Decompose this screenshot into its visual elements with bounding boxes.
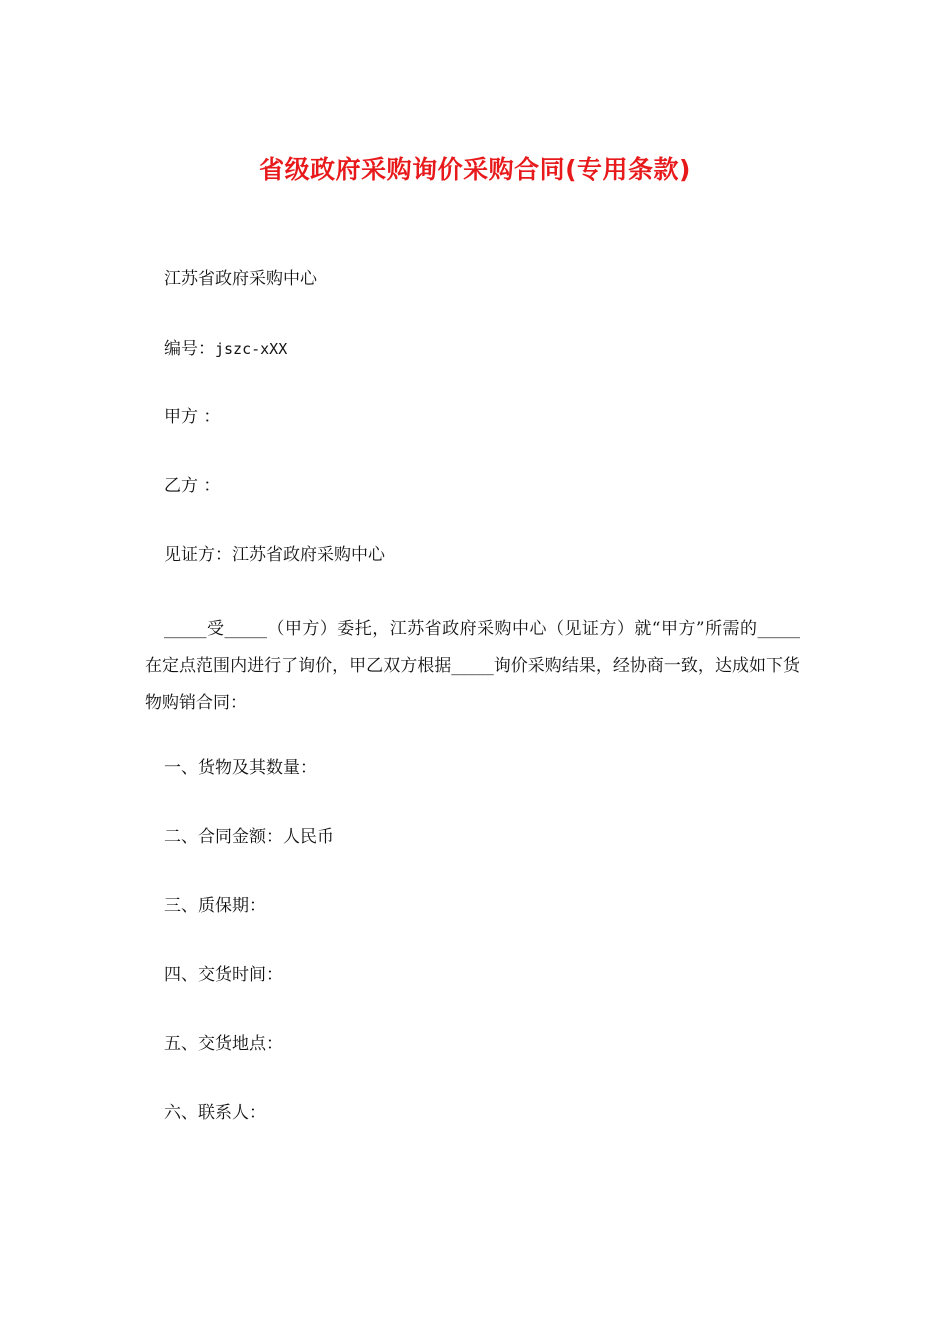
document-title: 省级政府采购询价采购合同(专用条款) <box>259 155 691 184</box>
intro-paragraph: _____受_____（甲方）委托，江苏省政府采购中心（见证方）就“甲方”所需的_____在定点范围内进行了询价，甲乙双方根据_____询价采购结果，经协商一致，达成如下货物购销合同： <box>145 619 800 713</box>
contract-number-label: 编号： <box>164 339 215 359</box>
clause-delivery-location: 五、交货地点： <box>164 1034 283 1054</box>
clause-contract-amount: 二、合同金额：人民币 <box>164 827 334 847</box>
party-b-line: 乙方 ： <box>164 476 221 496</box>
clause-goods-quantity: 一、货物及其数量： <box>164 758 317 778</box>
witness-line: 见证方：江苏省政府采购中心 <box>164 545 385 565</box>
clause-delivery-time: 四、交货时间： <box>164 965 283 985</box>
party-a-line: 甲方 ： <box>164 407 221 427</box>
contract-number-value: jszc-xXX <box>215 340 288 358</box>
contract-number-line <box>164 337 287 361</box>
procurement-center-line: 江苏省政府采购中心 <box>164 269 317 289</box>
clause-warranty-period: 三、质保期： <box>164 896 266 916</box>
clause-contact-person: 六、联系人： <box>164 1103 266 1123</box>
